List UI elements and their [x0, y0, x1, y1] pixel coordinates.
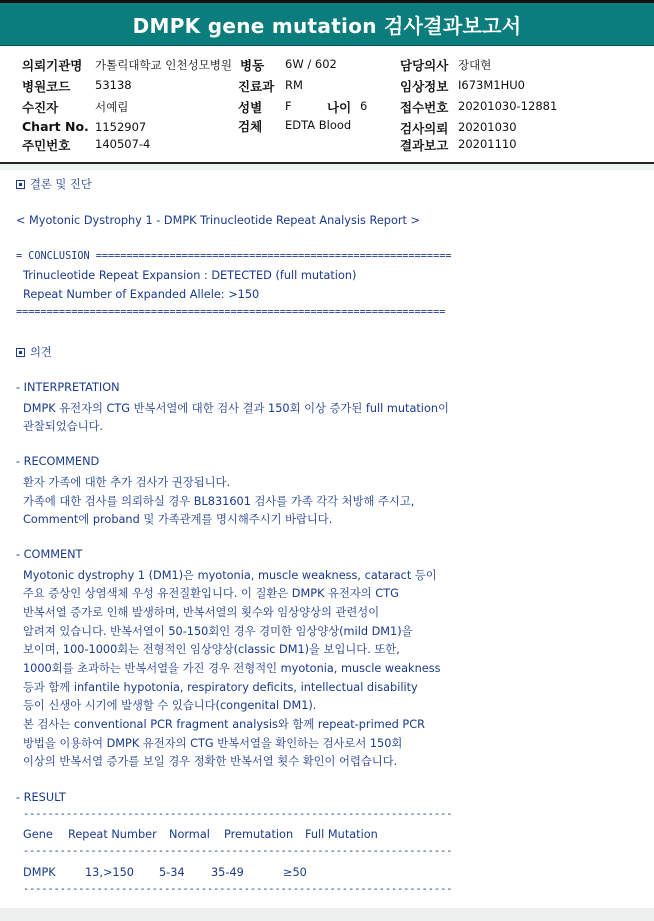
- request-label: 검사의뢰: [400, 121, 449, 136]
- doctor-label: 담당의사: [400, 58, 449, 73]
- result-normal: 5-34: [159, 866, 185, 879]
- result-rule-mid: ----------------------------------------------------------------------: [23, 846, 453, 857]
- comment-header: - COMMENT: [16, 548, 83, 561]
- section-box-icon: [16, 348, 25, 357]
- chart-value: 1152907: [95, 120, 147, 134]
- interpretation-line: DMPK 유전자의 CTG 반복서열에 대한 검사 결과 150회 이상 증가된 full mutation이: [23, 402, 449, 415]
- section-opinion-label: 의견: [30, 346, 52, 359]
- result-col-normal: Normal: [169, 828, 210, 841]
- sex-label: 성별: [238, 100, 263, 115]
- comment-line: 보이며, 100-1000회는 전형적인 임상양상(classic DM1)을 보입니다. 또한,: [23, 643, 400, 656]
- conclusion-expansion: Trinucleotide Repeat Expansion : DETECTED (full mutation): [23, 269, 357, 282]
- report-date-value: 20201110: [458, 137, 517, 151]
- comment-line: 주요 증상인 상염색체 우성 유전질환입니다. 이 질환은 DMPK 유전자의 CTG: [23, 587, 399, 600]
- section-conclusion-label: 결론 및 진단: [30, 178, 92, 191]
- recommend-line: 환자 가족에 대한 추가 검사가 권장됩니다.: [23, 476, 231, 489]
- receipt-label: 접수번호: [400, 100, 449, 115]
- doctor-value: 장대현: [458, 58, 492, 72]
- result-premutation: 35-49: [211, 866, 244, 879]
- report-date-label: 결과보고: [400, 138, 449, 153]
- receiver-value: 서예림: [95, 100, 129, 114]
- result-full: ≥50: [283, 866, 307, 879]
- id-label: 주민번호: [22, 138, 71, 153]
- result-col-full: Full Mutation: [305, 828, 378, 841]
- section-opinion-heading: [16, 344, 52, 360]
- request-value: 20201030: [458, 120, 517, 134]
- dept-value: RM: [285, 78, 303, 92]
- result-rule-top: ----------------------------------------------------------------------: [23, 809, 453, 820]
- comment-line: 방법을 이용하여 DMPK 유전자의 CTG 반복서열을 확인하는 검사로서 150회: [23, 737, 403, 750]
- specimen-value: EDTA Blood: [285, 118, 352, 132]
- hospital-value: 가톨릭대학교 인천성모병원: [95, 58, 232, 72]
- report-title-bar: [0, 0, 654, 46]
- code-label: 병원코드: [22, 79, 71, 94]
- specimen-label: 검체: [238, 119, 263, 134]
- sex-value: F: [285, 99, 292, 113]
- conclusion-repeat-number: Repeat Number of Expanded Allele: >150: [23, 288, 260, 301]
- receipt-value: 20201030-12881: [458, 99, 558, 113]
- clinical-label: 임상정보: [400, 79, 449, 94]
- dept-label: 진료과: [238, 79, 275, 94]
- comment-line: 등과 함께 infantile hypotonia, respiratory deficits, intellectual disability: [23, 681, 418, 694]
- conclusion-header: = CONCLUSION ==========================================================: [16, 251, 452, 262]
- bottom-strip: [0, 908, 654, 921]
- result-rule-bottom: ----------------------------------------------------------------------: [23, 884, 453, 895]
- report-title: DMPK gene mutation 검사결과보고서: [132, 13, 522, 38]
- interpretation-header: - INTERPRETATION: [16, 381, 120, 394]
- comment-line: 등이 신생아 시기에 발생할 수 있습니다(congenital DM1).: [23, 699, 317, 712]
- interpretation-line: 관찰되었습니다.: [23, 420, 103, 433]
- code-value: 53138: [95, 78, 132, 92]
- comment-line: 알려져 있습니다. 반복서열이 50-150회인 경우 경미한 임상양상(mild DM1)을: [23, 625, 413, 638]
- id-value: 140507-4: [95, 137, 151, 151]
- age-value: 6: [360, 99, 368, 113]
- comment-line: 본 검사는 conventional PCR fragment analysis와 함께 repeat-primed PCR: [23, 718, 425, 731]
- result-col-repeat: Repeat Number: [68, 828, 157, 841]
- section-box-icon: [16, 180, 25, 189]
- conclusion-footer: ======================================================================: [16, 307, 446, 318]
- ward-label: 병동: [240, 58, 265, 73]
- report-body: [0, 170, 654, 921]
- comment-line: 반복서열 증가로 인해 발생하며, 반복서열의 횟수와 임상양상의 관련성이: [23, 606, 380, 619]
- recommend-line: Comment에 proband 및 가족관계를 명시해주시기 바랍니다.: [23, 513, 333, 526]
- chart-label: Chart No.: [22, 119, 89, 134]
- result-repeat: 13,>150: [85, 866, 134, 879]
- age-label: 나이: [327, 100, 352, 115]
- recommend-header: - RECOMMEND: [16, 455, 100, 468]
- section-conclusion-heading: [16, 176, 92, 192]
- comment-line: 이상의 반복서열 증가를 보일 경우 정확한 반복서열 횟수 확인이 어렵습니다.: [23, 755, 398, 768]
- result-col-gene: Gene: [23, 828, 53, 841]
- comment-line: 1000회를 초과하는 반복서열을 가진 경우 전형적인 myotonia, muscle weakness: [23, 662, 441, 675]
- ward-value: 6W / 602: [285, 57, 337, 71]
- result-gene: DMPK: [23, 866, 56, 879]
- result-header: - RESULT: [16, 791, 66, 804]
- clinical-value: I673M1HU0: [458, 78, 525, 92]
- patient-info-panel: [0, 46, 654, 164]
- result-col-premutation: Premutation: [224, 828, 294, 841]
- hospital-label: 의뢰기관명: [22, 58, 83, 73]
- comment-line: Myotonic dystrophy 1 (DM1)은 myotonia, muscle weakness, cataract 등이: [23, 569, 437, 582]
- report-subtitle: < Myotonic Dystrophy 1 - DMPK Trinucleotide Repeat Analysis Report >: [16, 214, 420, 227]
- receiver-label: 수진자: [22, 100, 59, 115]
- recommend-line: 가족에 대한 검사를 의뢰하실 경우 BL831601 검사를 가족 각각 처방해 주시고,: [23, 495, 415, 508]
